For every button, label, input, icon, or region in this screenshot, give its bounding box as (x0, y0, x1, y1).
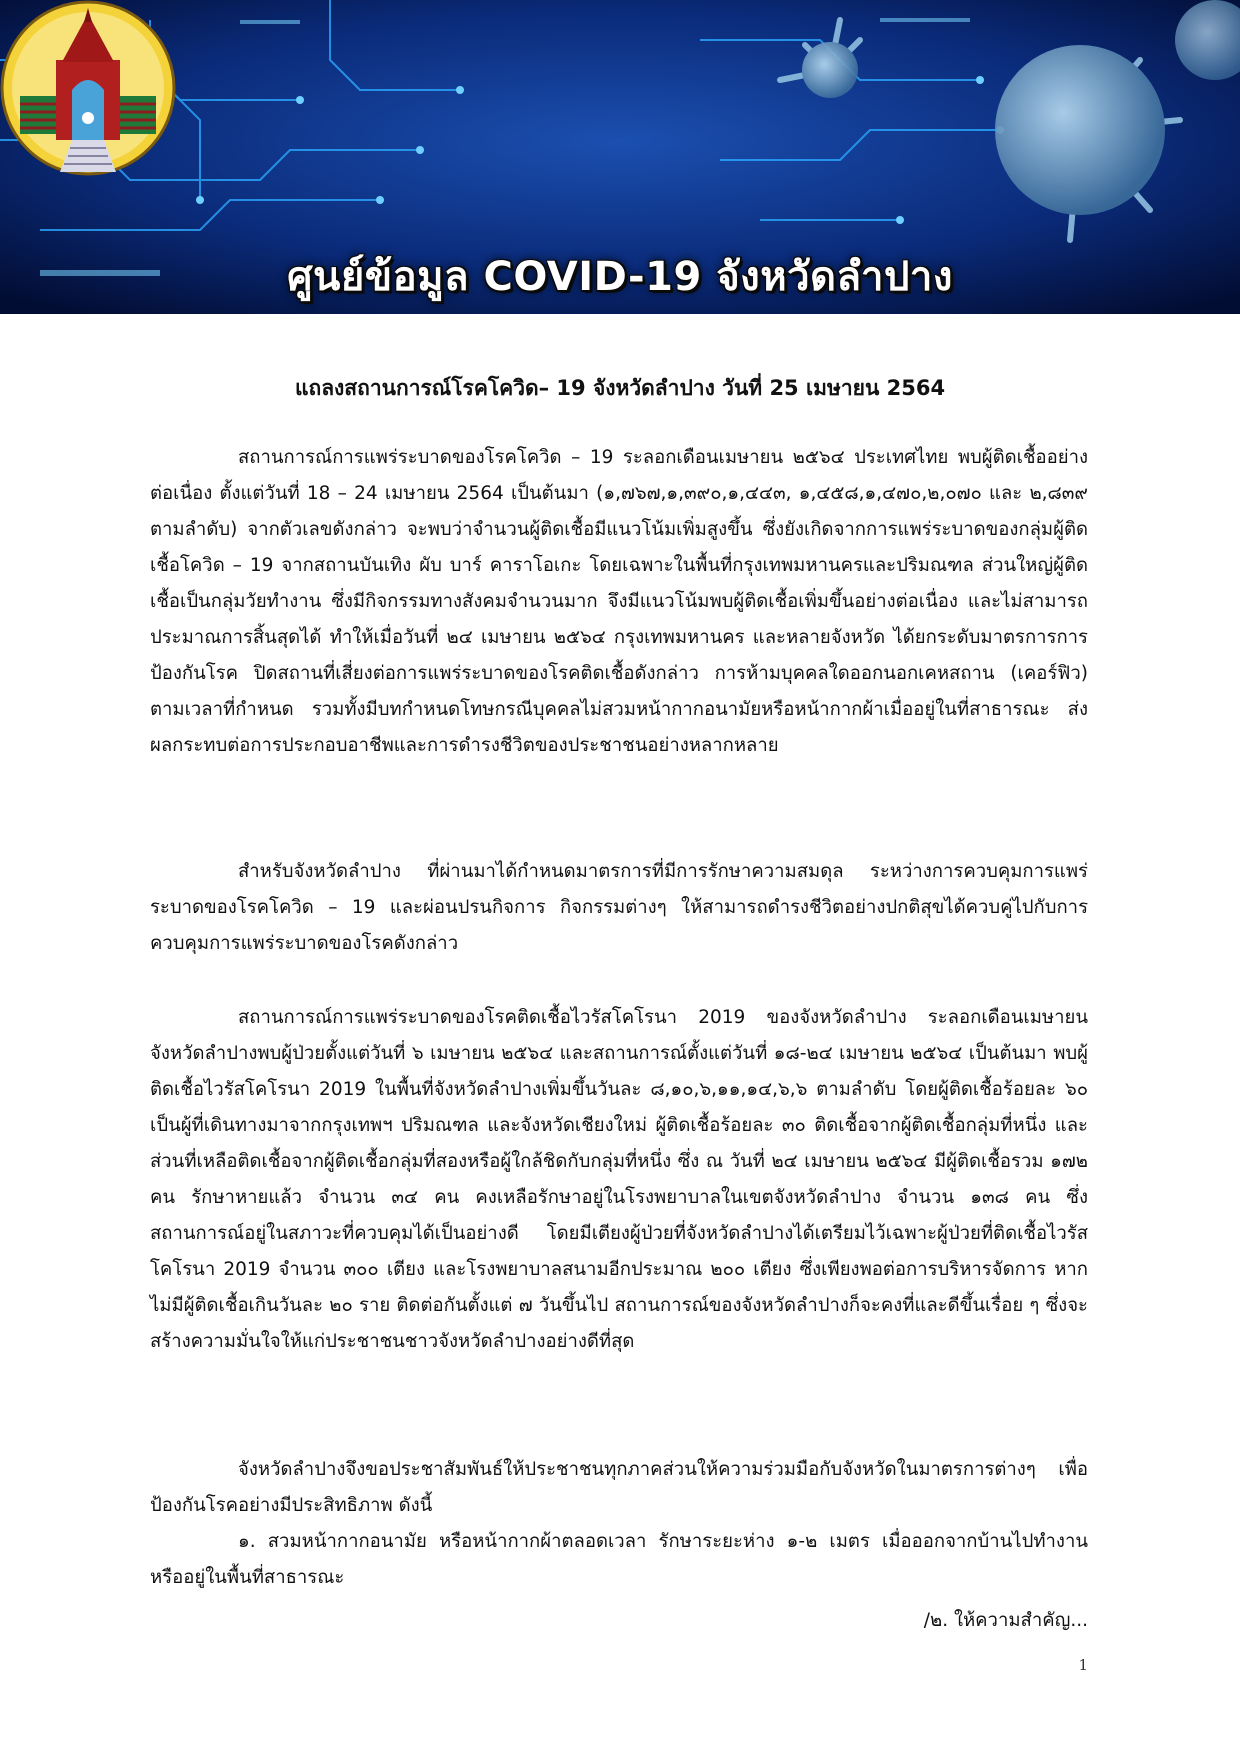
document-body (150, 854, 1088, 962)
paragraph: สถานการณ์การแพร่ระบาดของโรคโควิด – 19 ระลอกเดือนเมษายน ๒๕๖๔ ประเทศไทย พบผู้ติดเชื้ออย่างต่อเนื่อง ตั้งแต่วันที่ 18 – 24 เมษายน 2564 เป็นต้นมา (๑,๗๖๗,๑,๓๙๐,๑,๔๔๓, ๑,๔๕๘,๑,๔๗๐,๒,๐๗๐ และ ๒,๘๓๙ ตามลำดับ) จากตัวเลขดังกล่าว จะพบว่าจำนวนผู้ติดเชื้อมีแนวโน้มเพิ่มสูงขึ้น ซึ่งยังเกิดจากการแพร่ระบาดของกลุ่มผู้ติดเชื้อโควิด – 19 จากสถานบันเทิง ผับ บาร์ คาราโอเกะ โดยเฉพาะในพื้นที่กรุงเทพมหานครและปริมณฑล ส่วนใหญ่ผู้ติดเชื้อเป็นกลุ่มวัยทำงาน ซึ่งมีกิจกรรมทางสังคมจำนวนมาก จึงมีแนวโน้มพบผู้ติดเชื้อเพิ่มขึ้นอย่างต่อเนื่อง และไม่สามารถประมาณการสิ้นสุดได้ ทำให้เมื่อวันที่ ๒๔ เมษายน ๒๕๖๔ กรุงเทพมหานคร และหลายจังหวัด ได้ยกระดับมาตรการการป้องกันโรค ปิดสถานที่เสี่ยงต่อการแพร่ระบาดของโรคติดเชื้อดังกล่าว การห้ามบุคคลใดออกนอกเคหสถาน (เคอร์ฟิว) ตามเวลาที่กำหนด รวมทั้งมีบทกำหนดโทษกรณีบุคคลไม่สวมหน้ากากอนามัยหรือหน้ากากผ้าเมื่ออยู่ในที่สาธารณะ ส่งผลกระทบต่อการประกอบอาชีพและการดำรงชีวิตของประชาชนอย่างหลากหลาย (150, 447, 1088, 756)
list-item: ๑. สวมหน้ากากอนามัย หรือหน้ากากผ้าตลอดเวลา รักษาระยะห่าง ๑-๒ เมตร เมื่อออกจากบ้านไปทำงาน หรืออยู่ในพื้นที่สาธารณะ (150, 1531, 1088, 1588)
paragraph: สำหรับจังหวัดลำปาง ที่ผ่านมาได้กำหนดมาตรการที่มีการรักษาความสมดุล ระหว่างการควบคุมการแพร่ระบาดของโรคโควิด – 19 และผ่อนปรนกิจการ กิจกรรมต่างๆ ให้สามารถดำรงชีวิตอย่างปกติสุขได้ควบคู่ไปกับการควบคุมการแพร่ระบาดของโรคดังกล่าว (150, 861, 1088, 954)
paragraph: สถานการณ์การแพร่ระบาดของโรคติดเชื้อไวรัสโคโรนา 2019 ของจังหวัดลำปาง ระลอกเดือนเมษายน จังหวัดลำปางพบผู้ป่วยตั้งแต่วันที่ ๖ เมษายน ๒๕๖๔ และสถานการณ์ตั้งแต่วันที่ ๑๘-๒๔ เมษายน ๒๕๖๔ เป็นต้นมา พบผู้ติดเชื้อไวรัสโคโรนา 2019 ในพื้นที่จังหวัดลำปางเพิ่มขึ้นวันละ ๘,๑๐,๖,๑๑,๑๔,๖,๖ ตามลำดับ โดยผู้ติดเชื้อร้อยละ ๖๐ เป็นผู้ที่เดินทางมาจากกรุงเทพฯ ปริมณฑล และจังหวัดเชียงใหม่ ผู้ติดเชื้อร้อยละ ๓๐ ติดเชื้อจากผู้ติดเชื้อกลุ่มที่หนึ่ง และส่วนที่เหลือติดเชื้อจากผู้ติดเชื้อกลุ่มที่สองหรือผู้ใกล้ชิดกับกลุ่มที่หนึ่ง ซึ่ง ณ วันที่ ๒๔ เมษายน ๒๕๖๔ มีผู้ติดเชื้อรวม ๑๗๒ คน รักษาหายแล้ว จำนวน ๓๔ คน คงเหลือรักษาอยู่ในโรงพยาบาลในเขตจังหวัดลำปาง จำนวน ๑๓๘ คน ซึ่งสถานการณ์อยู่ในสภาวะที่ควบคุมได้เป็นอย่างดี โดยมีเตียงผู้ป่วยที่จังหวัดลำปางได้เตรียมไว้เฉพาะผู้ป่วยที่ติดเชื้อไวรัสโคโรนา 2019 จำนวน ๓๐๐ เตียง และโรงพยาบาลสนามอีกประมาณ ๒๐๐ เตียง ซึ่งเพียงพอต่อการบริหารจัดการ หากไม่มีผู้ติดเชื้อเกินวันละ ๒๐ ราย ติดต่อกันตั้งแต่ ๗ วันขึ้นไป สถานการณ์ของจังหวัดลำปางก็จะคงที่และดีขึ้นเรื่อย ๆ ซึ่งจะสร้างความมั่นใจให้แก่ประชาชนชาวจังหวัดลำปางอย่างดีที่สุด (150, 1007, 1088, 1352)
page-number: 1 (1078, 1656, 1088, 1674)
continuation-note: /๒. ให้ความสำคัญ... (923, 1610, 1088, 1631)
document-body (150, 1452, 1088, 1596)
document-body (150, 440, 1088, 764)
lampang-seal-icon (0, 0, 176, 176)
document-body (150, 1000, 1088, 1360)
banner-title: ศูนย์ข้อมูล COVID-19 จังหวัดลำปาง (287, 254, 953, 300)
document-title: แถลงสถานการณ์โรคโควิด– 19 จังหวัดลำปาง วันที่ 25 เมษายน 2564 (294, 376, 946, 400)
header-banner (0, 0, 1240, 314)
paragraph: จังหวัดลำปางจึงขอประชาสัมพันธ์ให้ประชาชนทุกภาคส่วนให้ความร่วมมือกับจังหวัดในมาตรการต่างๆ เพื่อป้องกันโรคอย่างมีประสิทธิภาพ ดังนี้ (150, 1459, 1088, 1516)
